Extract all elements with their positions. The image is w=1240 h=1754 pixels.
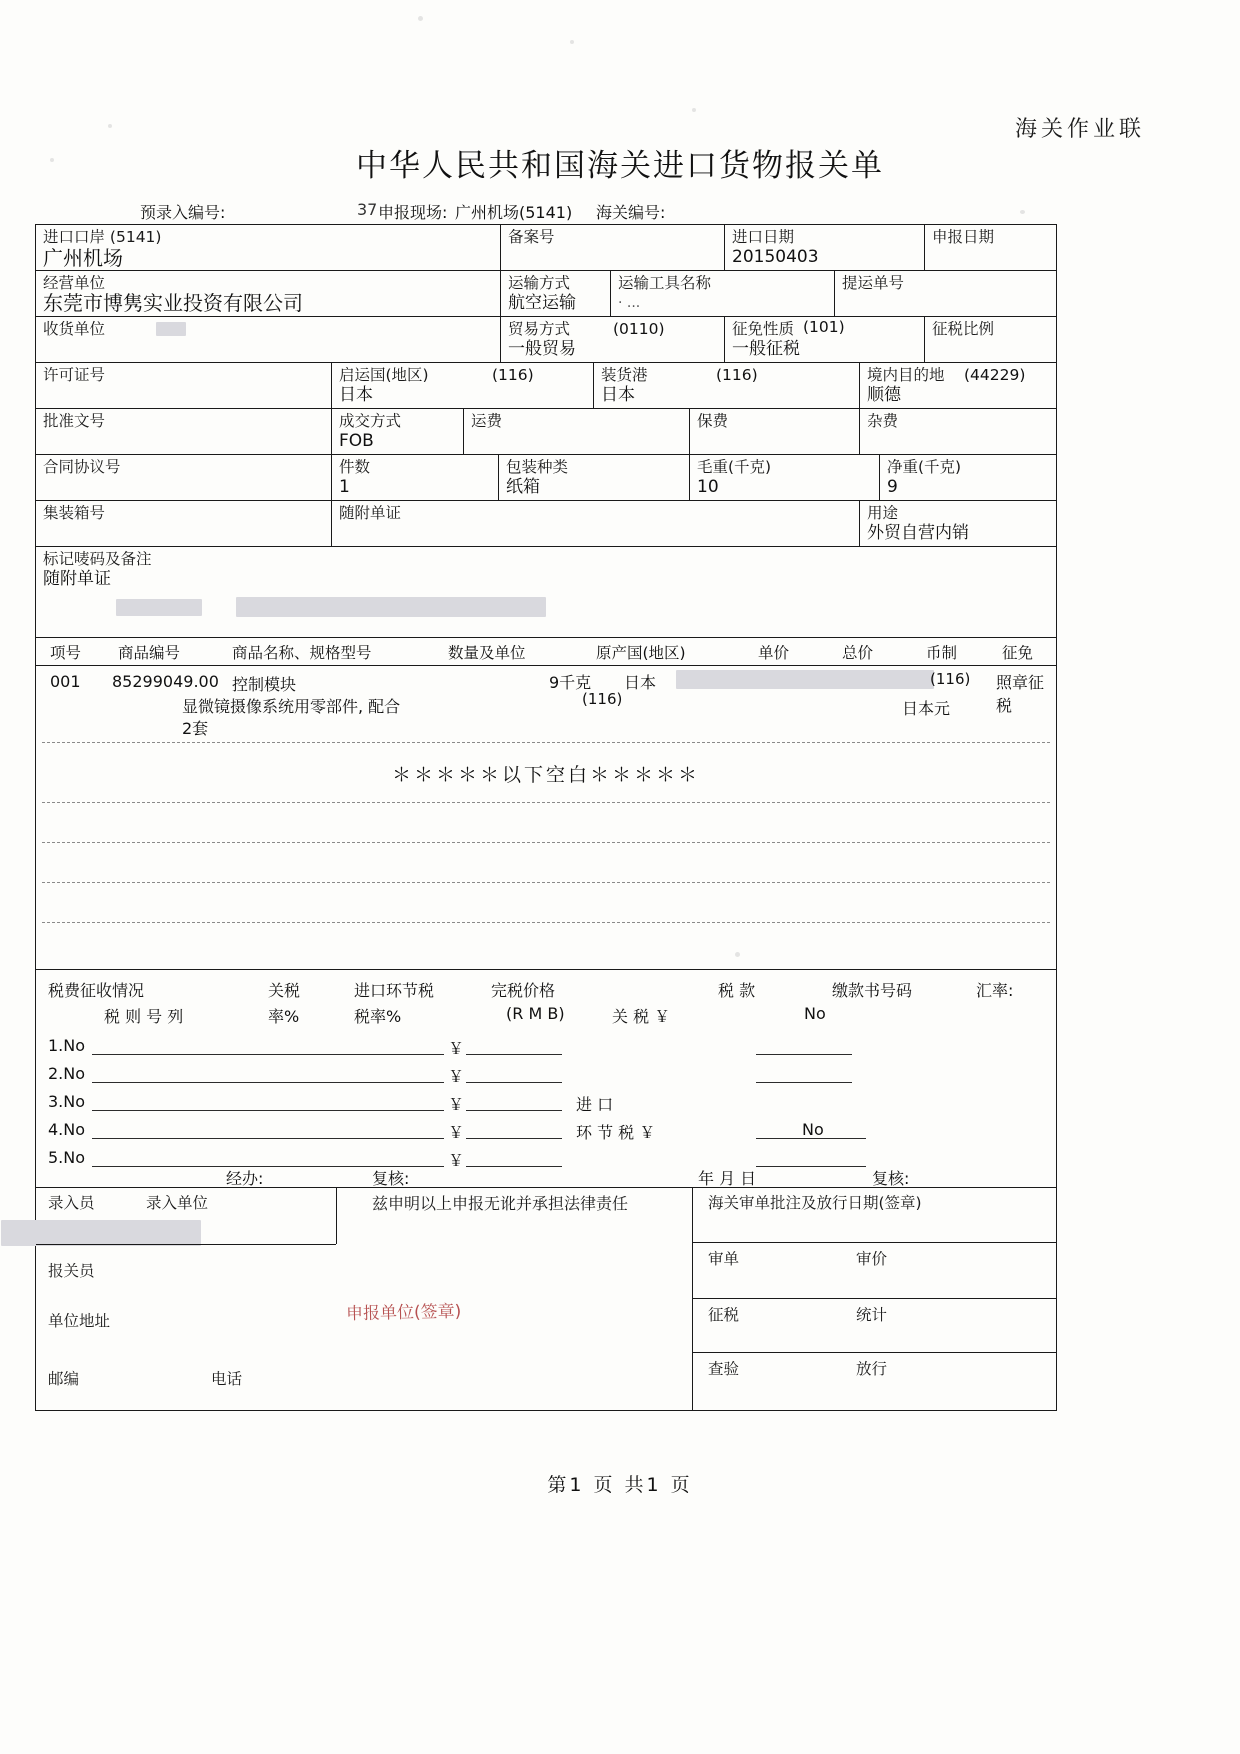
customs-no-label: 海关编号: (596, 203, 666, 222)
tax-line-2: 2.No (48, 1064, 86, 1083)
check-doc-label: 审单 (708, 1250, 740, 1268)
page-title: 中华人民共和国海关进口货物报关单 (356, 148, 884, 184)
gross-weight-value: 10 (697, 477, 719, 497)
marks-label: 标记唛码及备注 (43, 550, 152, 568)
field-freight (463, 409, 689, 454)
scan-speckle (692, 108, 696, 112)
row-operator-transport (36, 271, 1056, 317)
field-misc-fee (859, 409, 1058, 454)
col-hs-code: 商品编号 (118, 644, 181, 662)
redaction-block (116, 599, 202, 616)
customs-rule-1 (692, 1242, 1056, 1243)
tax-col-receipt: 缴款书号码 (832, 981, 913, 1000)
import-date-value: 20150403 (732, 247, 819, 267)
col-total-price: 总价 (842, 644, 874, 662)
field-approval-doc (36, 409, 331, 454)
usage-label: 用途 (867, 504, 899, 522)
goods-qty-line: 2套 (182, 719, 209, 738)
page-footer: 第1 页 共1 页 (547, 1474, 693, 1496)
container-label: 集装箱号 (43, 504, 106, 522)
tax-line-1: 1.No (48, 1036, 86, 1055)
row-marks-remarks (36, 547, 1056, 638)
goods-origin: 日本 (624, 673, 657, 692)
goods-origin-code: (116) (582, 690, 623, 708)
consignee-label: 收货单位 (43, 320, 106, 338)
misc-label: 杂费 (867, 412, 899, 430)
tax-sub-code: 税 则 号 列 (104, 1007, 184, 1026)
deal-mode-value: FOB (339, 431, 374, 451)
load-port-label: 装货港 (601, 366, 648, 384)
levy-nature-value: 一般征税 (732, 339, 800, 359)
tax-sub-rmb: (R M B) (506, 1004, 565, 1023)
row-license-origin (36, 363, 1056, 409)
tax-rule-2 (92, 1082, 444, 1083)
col-item-no: 项号 (50, 644, 82, 662)
tax-mid-import: 进 口 (576, 1095, 614, 1114)
col-quantity: 数量及单位 (448, 644, 526, 662)
goods-levy: 照章征税 (996, 673, 1045, 715)
goods-table-body (36, 666, 1056, 970)
tax-amt-rule-1 (466, 1054, 562, 1055)
trade-mode-label: 贸易方式 (508, 320, 571, 338)
tax-col-tax: 税 款 (718, 981, 756, 1000)
postcode-label: 邮编 (48, 1370, 80, 1388)
tax-receipt-rule-3 (756, 1138, 866, 1139)
customs-rule-2 (692, 1298, 1056, 1299)
bottom-section (36, 1188, 1056, 1410)
tax-yen-4: ￥ (448, 1123, 465, 1142)
field-declare-date (924, 225, 1058, 270)
declare-date-label: 申报日期 (932, 228, 995, 246)
tax-sub-rate2: 税率% (354, 1007, 402, 1026)
field-destination (859, 363, 1058, 408)
field-levy-ratio (924, 317, 1058, 362)
tax-amt-rule-2 (466, 1082, 562, 1083)
inspect-label: 查验 (708, 1360, 740, 1378)
tax-sub-tariff: 关 税 ￥ (612, 1007, 671, 1026)
field-deal-mode (331, 409, 463, 454)
stats-label: 统计 (856, 1306, 888, 1324)
phone-label: 电话 (211, 1370, 243, 1388)
tax-title: 税费征收情况 (48, 981, 145, 1000)
tax-sub-rate1: 率% (268, 1007, 300, 1026)
customs-rule-3 (692, 1352, 1056, 1353)
field-trade-mode (500, 317, 724, 362)
transport-name-value: · ... (618, 295, 641, 311)
tax-amt-rule-3 (466, 1110, 562, 1111)
blank-rows-note: ＊＊＊＊＊以下空白＊＊＊＊＊ (391, 764, 700, 786)
deal-mode-label: 成交方式 (339, 412, 402, 430)
redaction-block (676, 670, 934, 689)
bill-no-label: 提运单号 (842, 274, 905, 292)
tax-receipt-rule-1 (756, 1054, 852, 1055)
field-transport-mode (500, 271, 610, 316)
col-currency: 币制 (926, 644, 958, 662)
field-transport-name (610, 271, 834, 316)
operator-label: 经营单位 (43, 274, 106, 292)
field-packages (331, 455, 498, 500)
goods-row-divider (42, 742, 1050, 743)
attached-doc-label: 随附单证 (339, 504, 402, 522)
declare-site-value: 广州机场(5141) (455, 203, 573, 222)
import-port-value: 广州机场 (43, 246, 123, 270)
bottom-divider-entry (336, 1188, 337, 1244)
unit-address-label: 单位地址 (48, 1312, 111, 1330)
trade-mode-value: 一般贸易 (508, 339, 576, 359)
tax-sub-no: No (804, 1004, 826, 1023)
field-contract (36, 455, 331, 500)
tax-receipt-rule-4 (756, 1166, 866, 1167)
scan-speckle (570, 40, 574, 44)
tax-recheck-label: 复核: (372, 1169, 410, 1188)
load-port-code: (116) (716, 366, 758, 384)
field-license (36, 363, 331, 408)
bottom-divider-right (692, 1188, 693, 1410)
row-port-record-dates (36, 225, 1056, 271)
tax-line-3: 3.No (48, 1092, 86, 1111)
field-pack-type (498, 455, 689, 500)
tax-section (36, 970, 1056, 1188)
record-no-label: 备案号 (508, 228, 555, 246)
scan-speckle (418, 16, 423, 21)
bottom-rule-1 (36, 1244, 336, 1245)
destination-value: 顺德 (867, 385, 901, 405)
levy-nature-label: 征免性质 (732, 320, 795, 338)
tax-yen-3: ￥ (448, 1095, 465, 1114)
field-record-no (500, 225, 724, 270)
levy-nature-code: (101) (803, 318, 845, 336)
goods-row-divider (42, 882, 1050, 883)
declare-site-label: 申报现场: (378, 203, 448, 222)
scan-speckle (108, 124, 112, 128)
row-container-attached-usage (36, 501, 1056, 547)
customs-note-label: 海关审单批注及放行日期(签章) (708, 1194, 922, 1212)
field-operator (36, 271, 500, 316)
redaction-block (156, 322, 186, 336)
tax-handler-label: 经办: (226, 1169, 264, 1188)
insurance-label: 保费 (697, 412, 729, 430)
col-origin: 原产国(地区) (596, 644, 686, 662)
row-approval-deal (36, 409, 1056, 455)
field-gross-weight (689, 455, 879, 500)
goods-quantity: 9千克 (549, 673, 592, 692)
field-container (36, 501, 331, 546)
tax-col-rate: 汇率: (976, 981, 1014, 1000)
load-port-value: 日本 (601, 385, 635, 405)
gross-weight-label: 毛重(千克) (697, 458, 772, 476)
marks-value: 随附单证 (43, 569, 111, 589)
trade-mode-code: (0110) (613, 320, 665, 338)
tax-yen-2: ￥ (448, 1067, 465, 1086)
levy-ratio-label: 征税比例 (932, 320, 995, 338)
net-weight-label: 净重(千克) (887, 458, 962, 476)
field-consignee (36, 317, 500, 362)
row-contract-packages (36, 455, 1056, 501)
tax-line-5: 5.No (48, 1148, 86, 1167)
tax-rule-1 (92, 1054, 444, 1055)
field-marks (36, 547, 1058, 637)
field-import-date (724, 225, 924, 270)
goods-currency-code: (116) (930, 670, 971, 688)
approval-doc-label: 批准文号 (43, 412, 106, 430)
col-unit-price: 单价 (758, 644, 790, 662)
goods-row-divider (42, 842, 1050, 843)
declarer-label: 报关员 (48, 1262, 95, 1280)
release-label: 放行 (856, 1360, 888, 1378)
origin-country-code: (116) (492, 366, 534, 384)
goods-row-divider (42, 922, 1050, 923)
contract-label: 合同协议号 (43, 458, 121, 476)
field-net-weight (879, 455, 1058, 500)
goods-table-header (36, 638, 1056, 666)
tax-yen-5: ￥ (448, 1151, 465, 1170)
field-bill-no (834, 271, 1058, 316)
field-attached-doc (331, 501, 859, 546)
usage-value: 外贸自营内销 (867, 523, 969, 543)
tax-col-import-link: 进口环节税 (354, 981, 435, 1000)
entry-clerk-label: 录入员 (48, 1194, 95, 1212)
redaction-block (1, 1220, 201, 1246)
field-insurance (689, 409, 859, 454)
goods-row-divider (42, 802, 1050, 803)
tax-date-label: 年 月 日 (698, 1169, 757, 1188)
pre-entry-line (0, 200, 1240, 226)
tax-amt-rule-5 (466, 1166, 562, 1167)
col-goods-name: 商品名称、规格型号 (232, 644, 372, 662)
transport-name-label: 运输工具名称 (618, 274, 712, 292)
field-origin-country (331, 363, 593, 408)
transport-mode-value: 航空运输 (508, 293, 576, 313)
transport-mode-label: 运输方式 (508, 274, 571, 292)
destination-label: 境内目的地 (867, 366, 945, 384)
pre-entry-number: 37 (357, 200, 378, 219)
field-import-port (36, 225, 500, 270)
freight-label: 运费 (471, 412, 503, 430)
pre-entry-label: 预录入编号: (140, 203, 226, 222)
copy-type-label: 海关作业联 (1014, 117, 1145, 142)
goods-hs-code: 85299049.00 (112, 672, 219, 691)
goods-spec: 显微镜摄像系统用零部件, 配合 (182, 697, 401, 716)
goods-currency: 日本元 (902, 699, 951, 718)
entry-unit-label: 录入单位 (146, 1194, 209, 1212)
origin-country-value: 日本 (339, 385, 373, 405)
tax-rule-3 (92, 1110, 444, 1111)
license-label: 许可证号 (43, 366, 106, 384)
field-levy-nature (724, 317, 924, 362)
row-consignee-trade (36, 317, 1056, 363)
origin-country-label: 启运国(地区) (339, 366, 429, 384)
col-levy: 征免 (1002, 644, 1034, 662)
tax-col-tariff: 关税 (268, 981, 301, 1000)
tax-mid-link-tax: 环 节 税 ￥ (576, 1123, 656, 1142)
field-load-port (593, 363, 859, 408)
tax-amt-rule-4 (466, 1138, 562, 1139)
tax-col-duty-paid: 完税价格 (491, 981, 556, 1000)
pack-type-label: 包装种类 (506, 458, 569, 476)
pack-type-value: 纸箱 (506, 477, 540, 497)
declaration-seal-text: 申报单位(签章) (345, 1301, 462, 1325)
packages-value: 1 (339, 477, 350, 497)
import-date-label: 进口日期 (732, 228, 795, 246)
redaction-block (236, 597, 546, 617)
import-port-label: 进口口岸 (5141) (43, 228, 162, 246)
tax-recheck2-label: 复核: (872, 1169, 910, 1188)
goods-item-no: 001 (50, 672, 81, 691)
destination-code: (44229) (964, 366, 1026, 384)
tax-yen-1: ￥ (448, 1039, 465, 1058)
tax-line-4: 4.No (48, 1120, 86, 1139)
levy-label: 征税 (708, 1306, 740, 1324)
declaration-table (35, 224, 1057, 1411)
packages-label: 件数 (339, 458, 371, 476)
goods-name: 控制模块 (232, 675, 297, 694)
declaration-statement: 兹申明以上申报无讹并承担法律责任 (372, 1194, 629, 1213)
field-usage (859, 501, 1058, 546)
tax-receipt-rule-2 (756, 1082, 852, 1083)
net-weight-value: 9 (887, 477, 898, 497)
tax-rule-4 (92, 1138, 444, 1139)
operator-value: 东莞市博隽实业投资有限公司 (43, 291, 303, 315)
tax-mid-no: No (802, 1120, 824, 1139)
check-price-label: 审价 (856, 1250, 888, 1268)
